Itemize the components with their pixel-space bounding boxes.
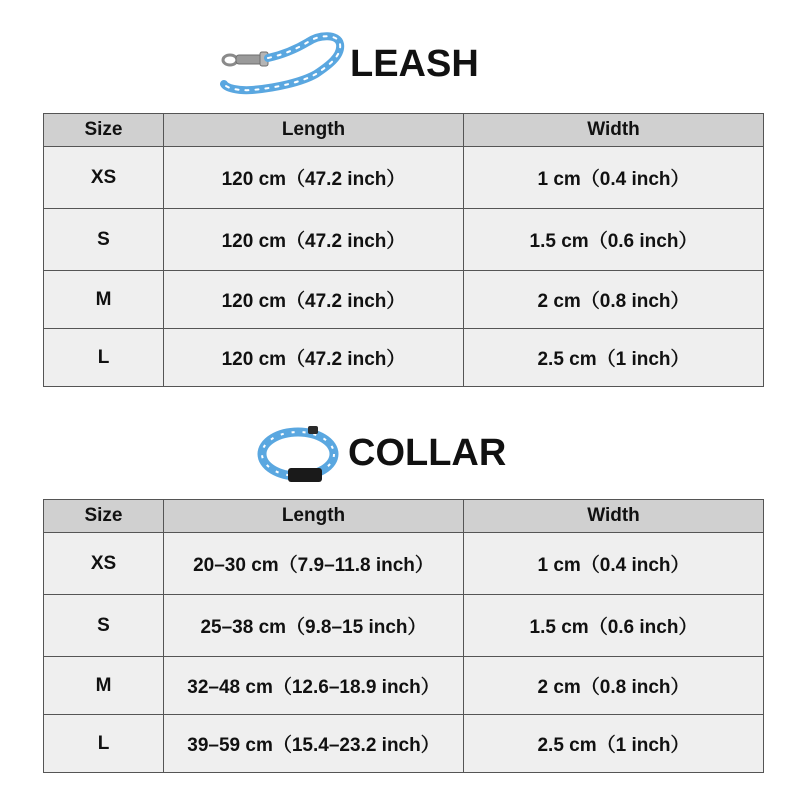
collar-size-table [43, 499, 764, 773]
table-row [44, 329, 764, 387]
size-cell: L [44, 329, 164, 387]
collar-heading [256, 418, 506, 488]
length-header: Length [164, 114, 464, 147]
width-cell: 1.5 cm（0.6 inch） [464, 209, 764, 271]
length-cell: 25–38 cm（9.8–15 inch） [164, 595, 464, 657]
size-cell: S [44, 209, 164, 271]
leash-icon [216, 30, 346, 98]
table-row [44, 209, 764, 271]
table-row [44, 657, 764, 715]
size-header: Size [44, 114, 164, 147]
table-header-row [44, 500, 764, 533]
width-cell: 2.5 cm（1 inch） [464, 715, 764, 773]
table-row [44, 533, 764, 595]
table-row [44, 715, 764, 773]
length-cell: 39–59 cm（15.4–23.2 inch） [164, 715, 464, 773]
table-row [44, 595, 764, 657]
table-header-row [44, 114, 764, 147]
size-header: Size [44, 500, 164, 533]
length-cell: 32–48 cm（12.6–18.9 inch） [164, 657, 464, 715]
table-row [44, 147, 764, 209]
length-cell: 20–30 cm（7.9–11.8 inch） [164, 533, 464, 595]
size-cell: XS [44, 147, 164, 209]
table-row [44, 271, 764, 329]
leash-size-table [43, 113, 764, 387]
width-header: Width [464, 114, 764, 147]
leash-title: LEASH [350, 42, 479, 85]
size-cell: M [44, 271, 164, 329]
size-cell: XS [44, 533, 164, 595]
length-header: Length [164, 500, 464, 533]
size-cell: S [44, 595, 164, 657]
width-cell: 2 cm（0.8 inch） [464, 271, 764, 329]
length-cell: 120 cm（47.2 inch） [164, 271, 464, 329]
width-cell: 1 cm（0.4 inch） [464, 533, 764, 595]
width-cell: 2.5 cm（1 inch） [464, 329, 764, 387]
size-cell: L [44, 715, 164, 773]
size-cell: M [44, 657, 164, 715]
leash-heading [216, 30, 479, 98]
width-header: Width [464, 500, 764, 533]
length-cell: 120 cm（47.2 inch） [164, 329, 464, 387]
width-cell: 1.5 cm（0.6 inch） [464, 595, 764, 657]
width-cell: 1 cm（0.4 inch） [464, 147, 764, 209]
collar-title: COLLAR [348, 431, 507, 474]
collar-icon [256, 418, 346, 488]
length-cell: 120 cm（47.2 inch） [164, 209, 464, 271]
length-cell: 120 cm（47.2 inch） [164, 147, 464, 209]
width-cell: 2 cm（0.8 inch） [464, 657, 764, 715]
